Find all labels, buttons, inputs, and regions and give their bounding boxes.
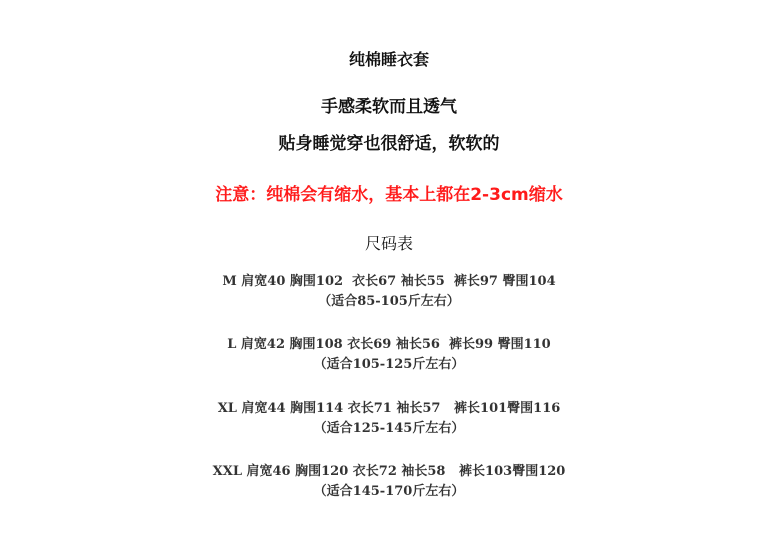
- feature-softness: 手感柔软而且透气: [321, 97, 457, 117]
- size-spec-l: L 肩宽42 胸围108 衣长69 袖长56 裤长99 臀围110: [227, 337, 551, 352]
- size-spec-m: M 肩宽40 胸围102 衣长67 袖长55 裤长97 臀围104: [222, 274, 556, 289]
- size-row-m: [0, 272, 778, 312]
- size-row-xxl: [0, 462, 778, 502]
- size-chart-title: 尺码表: [364, 234, 413, 253]
- feature-comfort: 贴身睡觉穿也很舒适，软软的: [278, 134, 500, 154]
- size-spec-xxl: XXL 肩宽46 胸围120 衣长72 袖长58 裤长103臀围120: [212, 464, 566, 479]
- size-weight-xxl: （适合145-170斤左右）: [313, 484, 465, 499]
- size-weight-m: （适合85-105斤左右）: [318, 294, 460, 309]
- size-weight-xl: （适合125-145斤左右）: [313, 421, 465, 436]
- size-weight-l: （适合105-125斤左右）: [313, 357, 465, 372]
- size-spec-xl: XL 肩宽44 胸围114 衣长71 袖长57 裤长101臀围116: [217, 401, 561, 416]
- product-title: 纯棉睡衣套: [348, 50, 429, 69]
- size-row-xl: [0, 399, 778, 439]
- shrinkage-notice: 注意：纯棉会有缩水，基本上都在2-3cm缩水: [215, 185, 563, 205]
- size-row-l: [0, 335, 778, 375]
